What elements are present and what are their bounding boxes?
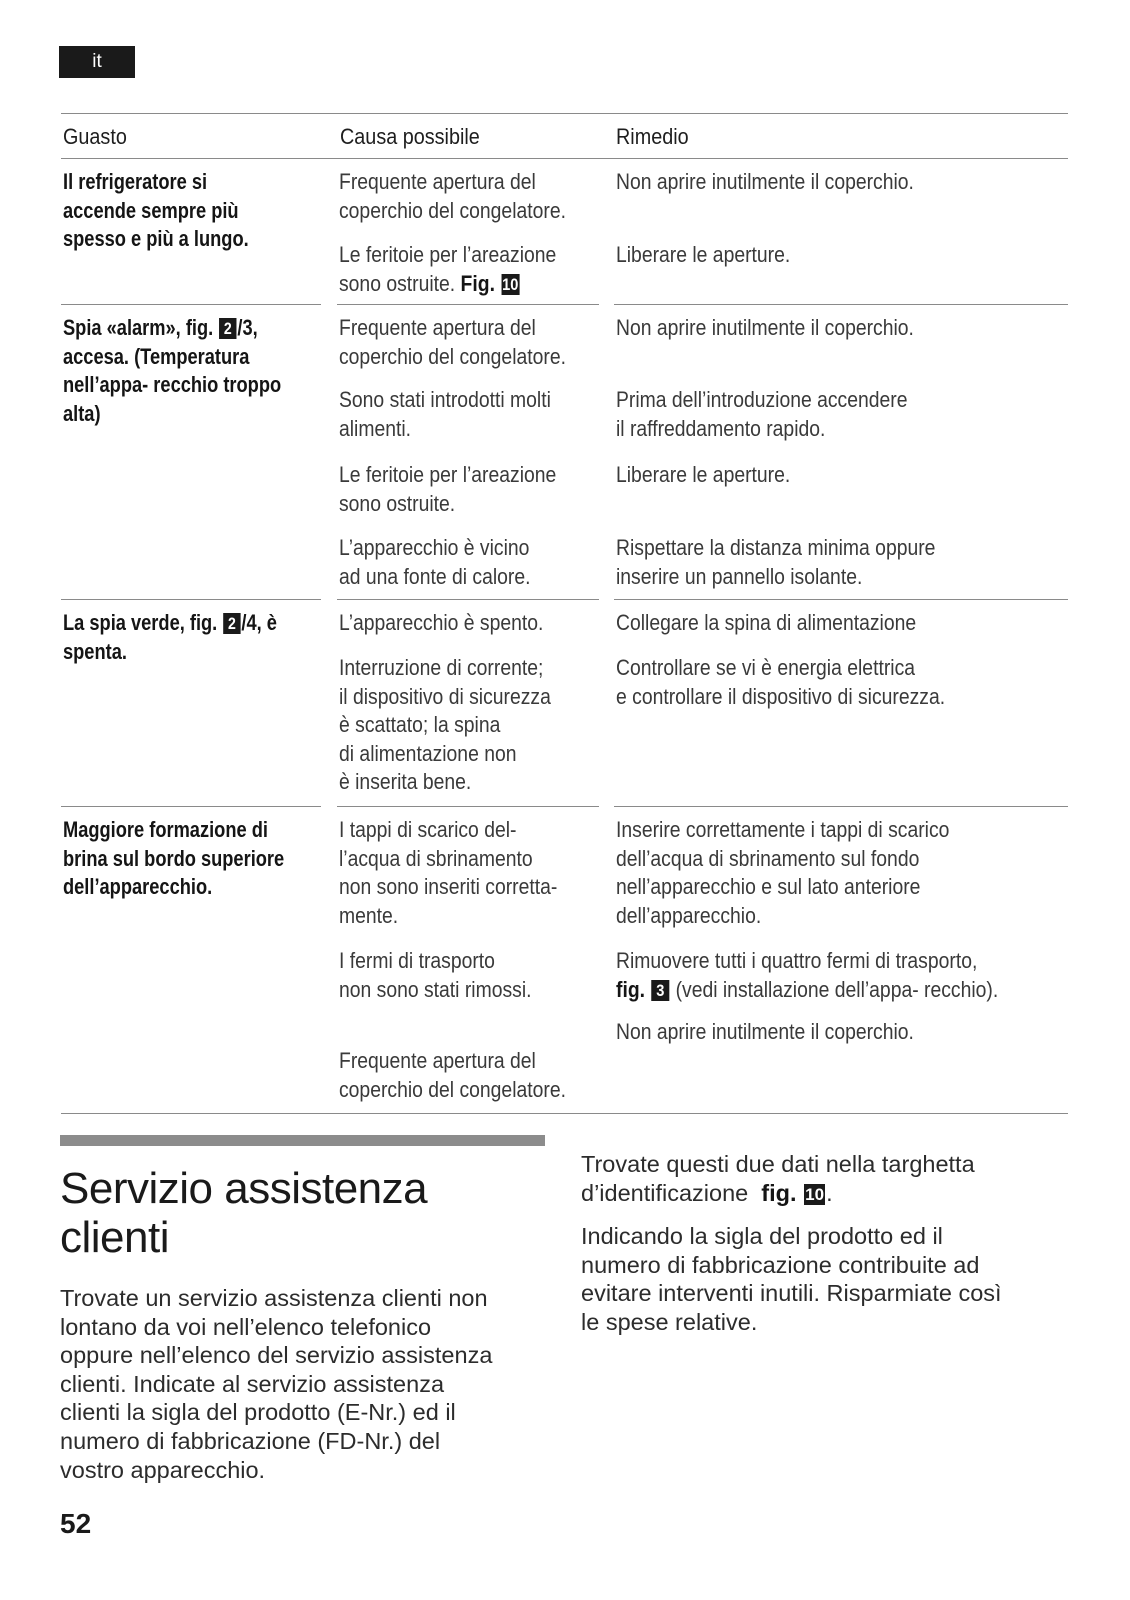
header-fault: Guasto bbox=[63, 124, 127, 149]
row-divider bbox=[614, 806, 1068, 807]
figure-reference: 10 bbox=[502, 274, 519, 294]
row-divider bbox=[337, 599, 599, 600]
cause-2-1: Frequente apertura del coperchio del congelatore. bbox=[339, 315, 566, 369]
row-divider bbox=[61, 304, 321, 305]
language-tab: it bbox=[59, 46, 135, 78]
fault-row-1: Il refrigeratore si accende sempre più spesso e più a lungo. bbox=[63, 169, 249, 251]
remedy-2-2: Prima dell’introduzione accendere il raffreddamento rapido. bbox=[616, 387, 908, 441]
figure-reference: 2 bbox=[219, 318, 236, 339]
cause-1-2: Le feritoie per l’areazione sono ostruite. Fig. 10 bbox=[339, 242, 557, 296]
remedy-4-2: Rimuovere tutti i quattro fermi di trasporto, fig. 3 (vedi installazione dell’appa- recchio). bbox=[616, 948, 999, 1002]
table-top-rule bbox=[61, 113, 1068, 114]
cause-2-4: L’apparecchio è vicino ad una fonte di calore. bbox=[339, 535, 531, 589]
row-divider bbox=[61, 599, 321, 600]
header-remedy: Rimedio bbox=[616, 124, 689, 149]
page-number: 52 bbox=[60, 1508, 92, 1539]
section-title: Servizio assistenza clienti bbox=[60, 1164, 428, 1262]
cause-3-1: L’apparecchio è spento. bbox=[339, 610, 544, 635]
row-divider bbox=[614, 599, 1068, 600]
remedy-4-1: Inserire correttamente i tappi di scarico dell’acqua di sbrinamento sul fondo nell’apparecchio e sul lato anteriore dell’apparecchio. bbox=[616, 817, 950, 928]
cause-4-1: I tappi di scarico del- l’acqua di sbrinamento non sono inseriti corretta- mente. bbox=[339, 817, 558, 928]
table-bottom-rule bbox=[61, 1113, 1068, 1114]
cause-4-2: I fermi di trasporto non sono stati rimossi. bbox=[339, 948, 532, 1002]
remedy-3-1: Collegare la spina di alimentazione bbox=[616, 610, 917, 635]
remedy-2-4: Rispettare la distanza minima oppure inserire un pannello isolante. bbox=[616, 535, 936, 589]
remedy-2-1: Non aprire inutilmente il coperchio. bbox=[616, 315, 914, 340]
remedy-1-2: Liberare le aperture. bbox=[616, 242, 791, 267]
row-divider bbox=[61, 806, 321, 807]
cause-1-1: Frequente apertura del coperchio del congelatore. bbox=[339, 169, 566, 223]
header-rule bbox=[61, 158, 1068, 159]
cause-3-2: Interruzione di corrente; il dispositivo di sicurezza è scattato; la spina di alimentazione non è inserita bene. bbox=[339, 655, 551, 794]
fault-row-3: La spia verde, fig. 2 /4, è spenta. bbox=[63, 610, 277, 664]
figure-reference: 3 bbox=[651, 980, 669, 1001]
row-divider bbox=[337, 304, 599, 305]
service-right-paragraph-2: Indicando la sigla del prodotto ed il numero di fabbricazione contribuite ad evitare interventi inutili. Risparmiate così le spese relative. bbox=[581, 1223, 1002, 1335]
section-accent-bar bbox=[60, 1135, 545, 1146]
row-divider bbox=[614, 304, 1068, 305]
header-cause: Causa possibile bbox=[340, 124, 480, 149]
fault-row-2: Spia «alarm», fig. 2 /3, accesa. (Temperatura nell’appa- recchio troppo alta) bbox=[63, 315, 282, 426]
cause-4-3: Frequente apertura del coperchio del congelatore. bbox=[339, 1048, 566, 1102]
row-divider bbox=[337, 806, 599, 807]
remedy-2-3: Liberare le aperture. bbox=[616, 462, 791, 487]
cause-2-2: Sono stati introdotti molti alimenti. bbox=[339, 387, 551, 441]
figure-reference: 10 bbox=[805, 1184, 825, 1204]
remedy-3-2: Controllare se vi è energia elettrica e controllare il dispositivo di sicurezza. bbox=[616, 655, 946, 709]
remedy-1-1: Non aprire inutilmente il coperchio. bbox=[616, 169, 914, 194]
remedy-4-3: Non aprire inutilmente il coperchio. bbox=[616, 1019, 914, 1044]
fault-row-4: Maggiore formazione di brina sul bordo superiore dell’apparecchio. bbox=[63, 817, 285, 899]
service-right-paragraph-1: Trovate questi due dati nella targhetta d’identificazione fig. 10. bbox=[581, 1151, 975, 1206]
cause-2-3: Le feritoie per l’areazione sono ostruite. bbox=[339, 462, 557, 516]
service-left-paragraph: Trovate un servizio assistenza clienti non lontano da voi nell’elenco telefonico oppure nell’elenco del servizio assistenza clienti. Indicate al servizio assistenza clienti la sigla del prodotto (E-Nr.) ed il numero di fabbricazione (FD-Nr.) del vostro apparecchio. bbox=[60, 1285, 493, 1483]
figure-reference: 2 bbox=[223, 613, 240, 634]
